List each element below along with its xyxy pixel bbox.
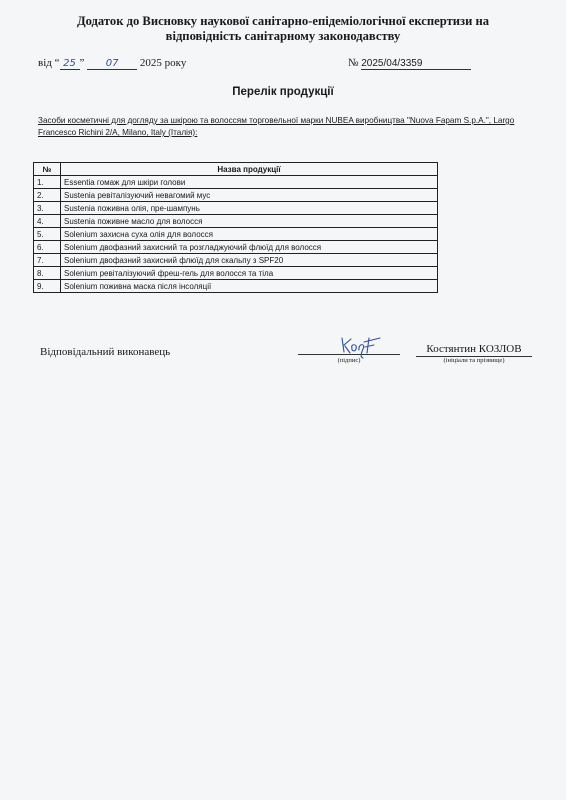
row-number: 9.: [34, 280, 61, 293]
column-header-number: №: [34, 163, 61, 176]
date-line: від “ 25 ” 07 2025 року: [38, 57, 187, 69]
row-number: 6.: [34, 241, 61, 254]
row-number: 7.: [34, 254, 61, 267]
date-year: 2025 року: [139, 57, 187, 69]
table-header-row: [34, 163, 438, 176]
row-number: 3.: [34, 202, 61, 215]
row-number: 1.: [34, 176, 61, 189]
product-table: [33, 162, 438, 293]
table-row: [34, 202, 438, 215]
product-name: Sustenia поживна олія, пре-шампунь: [61, 202, 438, 215]
column-header-name: Назва продукції: [61, 163, 438, 176]
product-name: Solenium ревіталізуючий фреш-гель для волосся та тіла: [61, 267, 438, 280]
product-name: Sustenia поживне масло для волосся: [61, 215, 438, 228]
row-number: 4.: [34, 215, 61, 228]
table-row: [34, 215, 438, 228]
table-row: [34, 176, 438, 189]
table-row: [34, 280, 438, 293]
signature-label: Відповідальний виконавець: [40, 346, 171, 358]
row-number: 5.: [34, 228, 61, 241]
product-name: Solenium захисна суха олія для волосся: [61, 228, 438, 241]
table-row: [34, 228, 438, 241]
product-name: Solenium поживна маска після інсоляції: [61, 280, 438, 293]
intro-text: Засоби косметичні для догляду за шкірою та волоссям торговельної марки NUBEA виробництва "Nuova Fapam S.p.A.", Largo Francesco Richini 2/A, Milano, Italy (Італія):: [38, 116, 515, 137]
table-row: [34, 267, 438, 280]
table-row: [34, 189, 438, 202]
product-name: Essentia гомаж для шкіри голови: [61, 176, 438, 189]
document-number: [348, 57, 471, 70]
doc-number-value: 2025/04/3359: [361, 58, 471, 70]
signature-caption: (підпис): [337, 357, 361, 364]
header-line-1: Додаток до Висновку наукової санітарно-епідеміологічної експертизи на: [76, 14, 490, 28]
date-prefix: від: [38, 57, 52, 69]
name-caption: (ініціали та прізвище): [443, 357, 505, 364]
date-month: 07: [87, 58, 137, 70]
product-name: Sustenia ревіталізуючий невагомий мус: [61, 189, 438, 202]
date-day: 25: [60, 58, 80, 70]
doc-number-label: №: [348, 57, 359, 69]
row-number: 2.: [34, 189, 61, 202]
executor-name: Костянтин КОЗЛОВ: [416, 343, 532, 357]
document-header: [60, 14, 506, 44]
product-name: Solenium двофазний захисний флюїд для скальпу з SPF20: [61, 254, 438, 267]
list-title: Перелік продукції: [232, 86, 334, 98]
table-row: [34, 254, 438, 267]
header-line-2: відповідність санітарному законодавству: [165, 29, 401, 43]
table-row: [34, 241, 438, 254]
row-number: 8.: [34, 267, 61, 280]
product-name: Solenium двофазний захисний та розгладжуючий флюїд для волосся: [61, 241, 438, 254]
